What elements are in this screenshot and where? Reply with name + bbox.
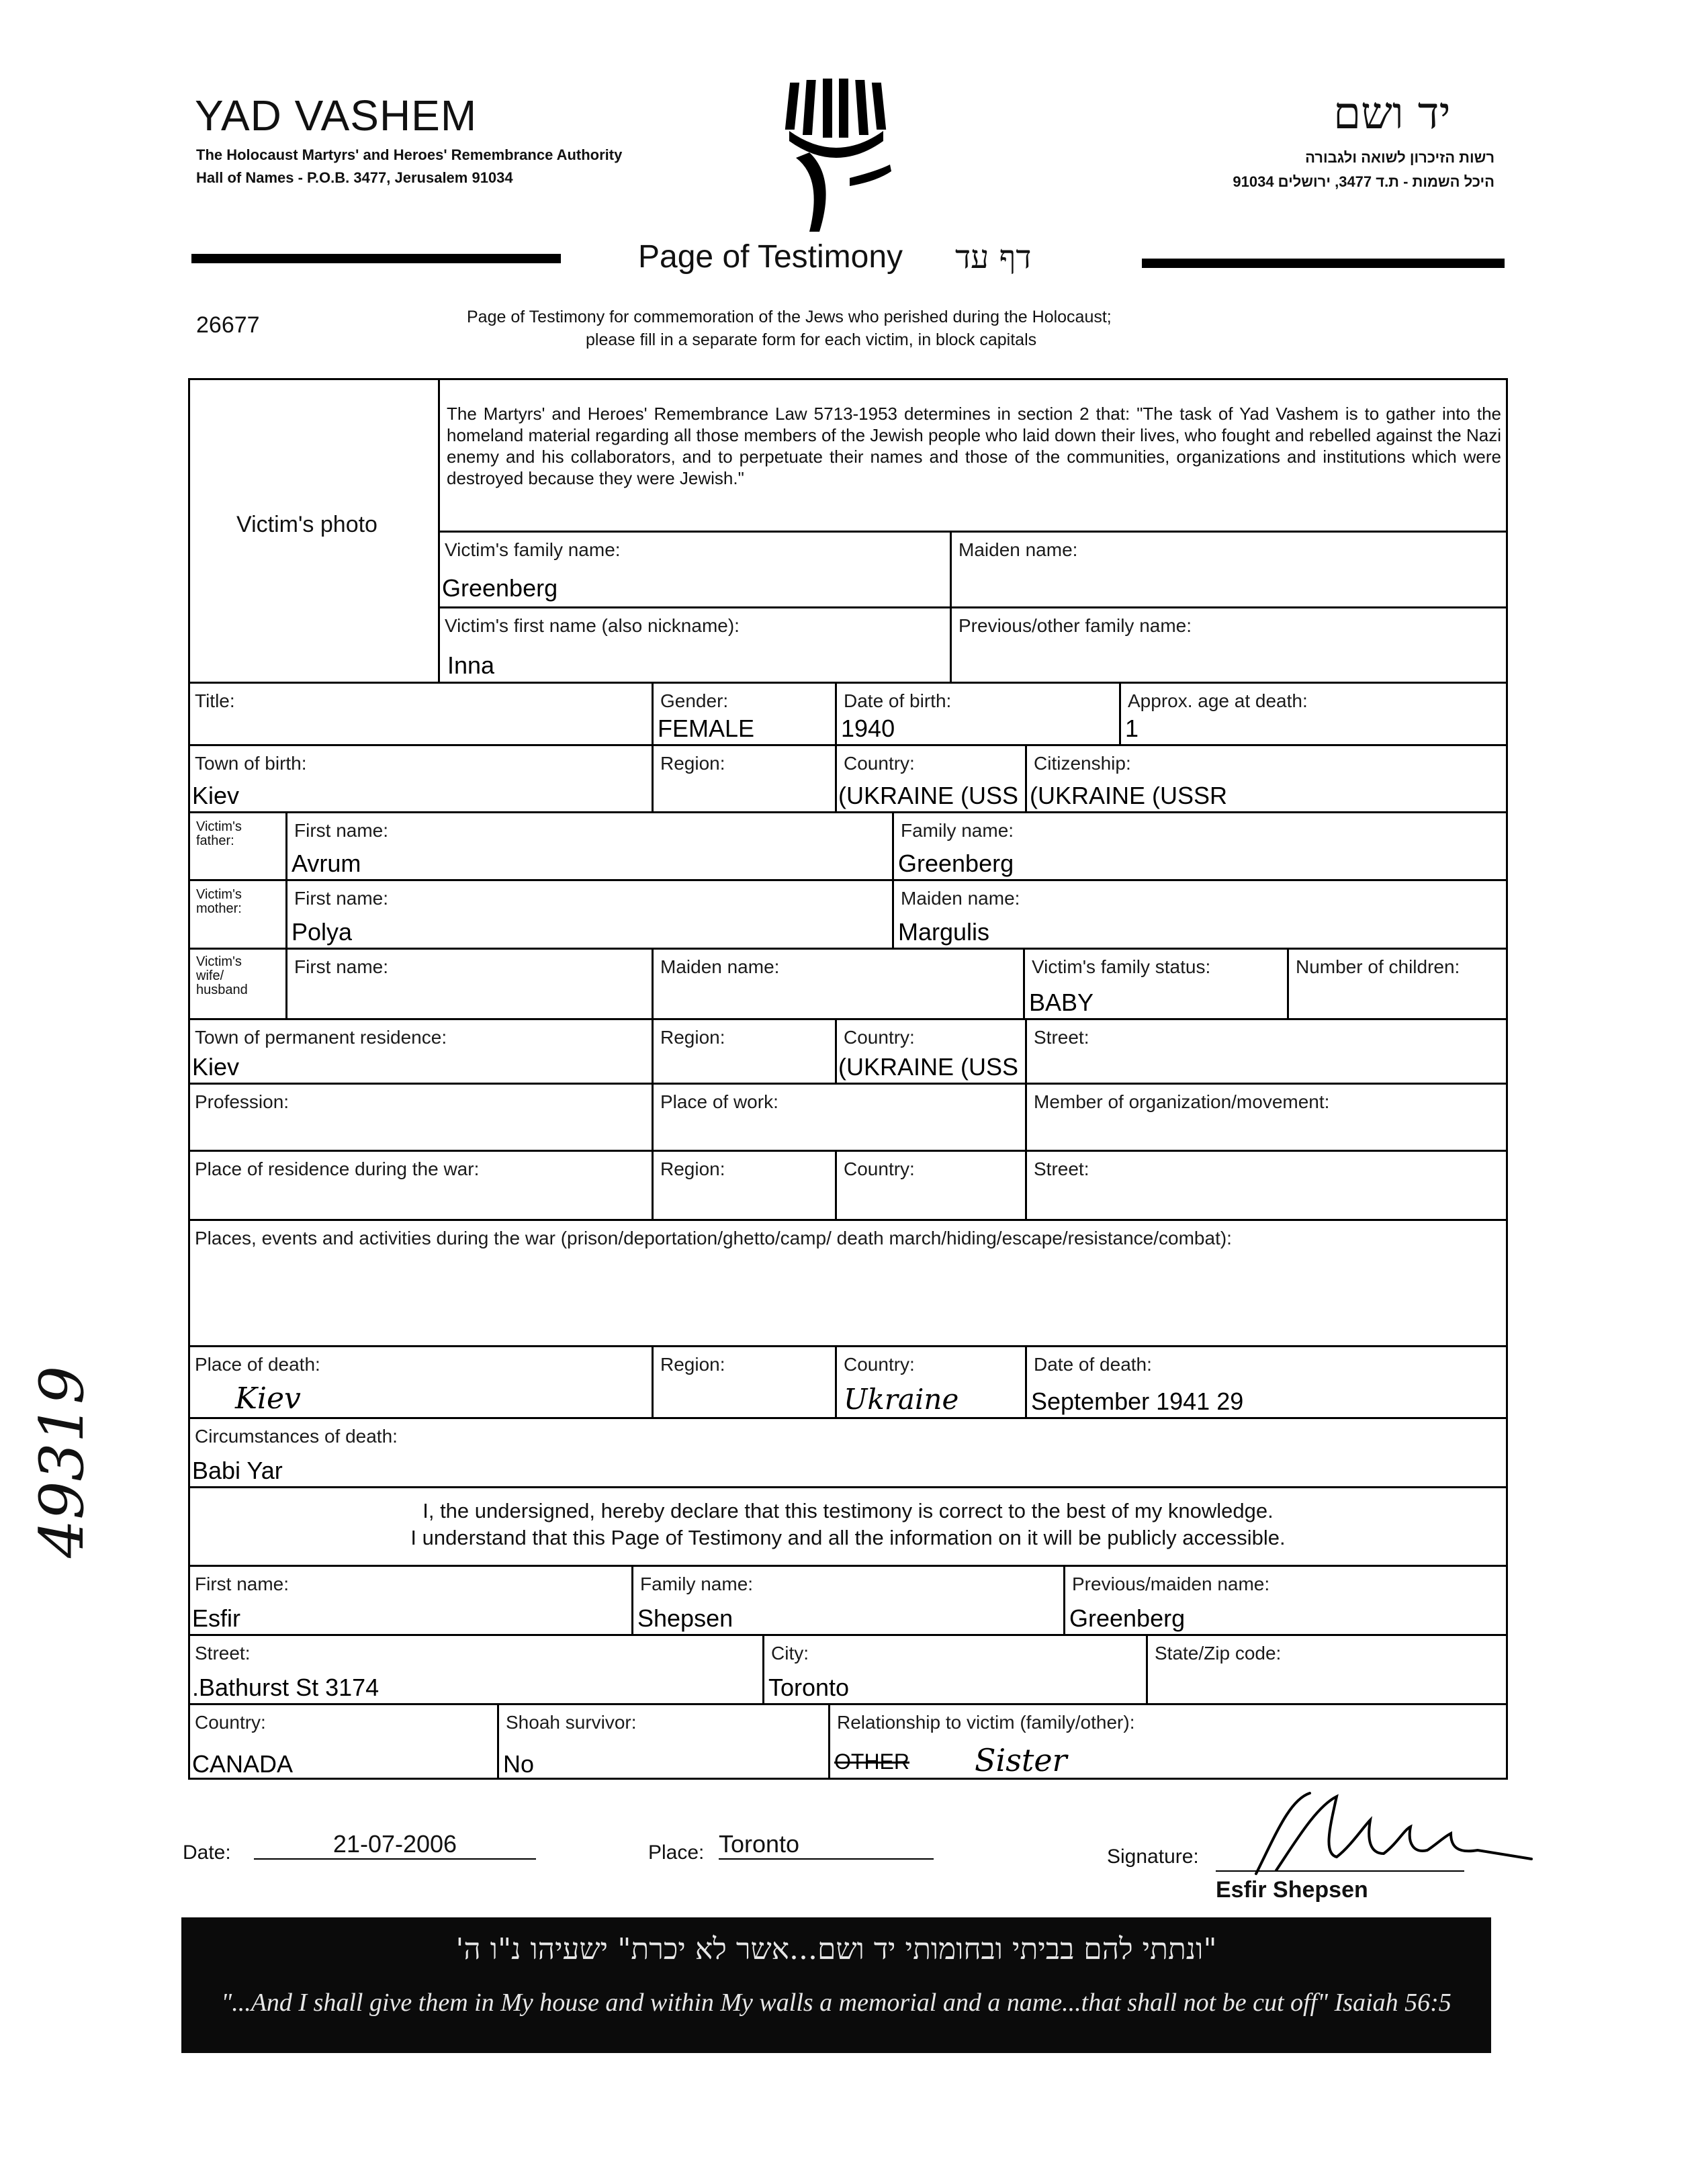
- place-label: Place:: [648, 1841, 705, 1864]
- war-residence-label: Place of residence during the war:: [195, 1158, 480, 1179]
- residence-country-label: Country:: [844, 1027, 915, 1048]
- family-status-value: BABY: [1029, 989, 1094, 1016]
- place-of-death-label: Place of death:: [195, 1354, 320, 1375]
- form-number: 26677: [196, 312, 260, 338]
- birth-region-label: Region:: [660, 753, 725, 774]
- relationship-label: Relationship to victim (family/other):: [837, 1712, 1135, 1733]
- yad-vashem-logo-icon: [783, 77, 900, 235]
- dob-value: 1940: [841, 715, 895, 742]
- shoah-survivor-label: Shoah survivor:: [506, 1712, 637, 1733]
- victim-prev-family-name-label: Previous/other family name:: [958, 615, 1192, 636]
- number-of-children-label: Number of children:: [1296, 956, 1460, 977]
- place-of-death-value: Kiev: [235, 1381, 301, 1416]
- signature-label: Signature:: [1107, 1846, 1199, 1868]
- submitter-prev-name-label: Previous/maiden name:: [1072, 1574, 1270, 1594]
- declaration-line1: I, the undersigned, hereby declare that this testimony is correct to the best of my knowledge.: [422, 1499, 1274, 1522]
- mother-first-name-label: First name:: [294, 888, 389, 909]
- residence-town-label: Town of permanent residence:: [195, 1027, 447, 1048]
- war-country-label: Country:: [844, 1158, 915, 1179]
- submitter-zip-label: State/Zip code:: [1155, 1643, 1282, 1664]
- residence-region-label: Region:: [660, 1027, 725, 1048]
- spouse-first-name-label: First name:: [294, 956, 389, 977]
- death-country-value: Ukraine: [844, 1383, 959, 1416]
- relationship-value: Sister: [975, 1742, 1067, 1778]
- death-region-label: Region:: [660, 1354, 725, 1375]
- residence-street-label: Street:: [1034, 1027, 1089, 1048]
- date-of-death-label: Date of death:: [1034, 1354, 1152, 1375]
- residence-town-value: Kiev: [192, 1053, 240, 1081]
- signature-image: [1236, 1780, 1538, 1880]
- gender-value: FEMALE: [658, 715, 755, 742]
- law-text: The Martyrs' and Heroes' Remembrance Law 5713-1953 determines in section 2 that: "The task of Yad Vashem is to gather into the homeland material regarding all those members of the Jewish people who laid down their lives, who fought and rebelled against the Nazi enemy and his collaborators, and to perpetuate their names and those of the communities, organizations and institutions which were destroyed because they were Jewish.": [447, 404, 1501, 488]
- banner-english-text: "...And I shall give them in My house and within My walls a memorial and a name...that shall not be cut off" Isaiah 56:5: [221, 1989, 1452, 2017]
- title-rule-left: [191, 254, 561, 263]
- place-of-work-label: Place of work:: [660, 1091, 778, 1112]
- title-rule-right: [1142, 259, 1505, 268]
- birth-country-value: (UKRAINE (USS: [838, 782, 1019, 809]
- submitter-country-label: Country:: [195, 1712, 266, 1733]
- declaration-line2: I understand that this Page of Testimony and all the information on it will be publicly accessible.: [410, 1526, 1286, 1549]
- date-label: Date:: [183, 1841, 231, 1864]
- hebrew-org-address: היכל השמות - ת.ד 3477, ירושלים 91034: [1233, 173, 1494, 190]
- victim-first-name: Inna: [447, 651, 495, 679]
- submitter-street: .Bathurst St 3174: [192, 1674, 380, 1701]
- birth-country-label: Country:: [844, 753, 915, 774]
- signer-name: Esfir Shepsen: [1216, 1877, 1368, 1903]
- town-of-birth-label: Town of birth:: [195, 753, 307, 774]
- death-country-label: Country:: [844, 1354, 915, 1375]
- org-address: Hall of Names - P.O.B. 3477, Jerusalem 91034: [196, 169, 513, 186]
- submitter-first-name-label: First name:: [195, 1574, 289, 1594]
- submitter-city-label: City:: [771, 1643, 809, 1664]
- victim-family-name: Greenberg: [442, 574, 558, 602]
- town-of-birth-value: Kiev: [192, 782, 240, 809]
- father-first-name-label: First name:: [294, 820, 389, 841]
- father-first-name: Avrum: [292, 850, 361, 877]
- submitter-country: CANADA: [192, 1750, 294, 1778]
- victim-maiden-name-label: Maiden name:: [958, 539, 1078, 560]
- father-side-label: Victim's father:: [196, 819, 242, 848]
- quote-banner: [181, 1917, 1491, 2053]
- date-value: 21-07-2006: [254, 1830, 536, 1860]
- submitter-prev-name: Greenberg: [1069, 1604, 1186, 1632]
- submitter-family-name: Shepsen: [637, 1604, 733, 1632]
- hebrew-org-subtitle: רשות הזיכרון לשואה ולגבורה: [1305, 149, 1494, 166]
- mother-maiden-name: Margulis: [898, 918, 990, 946]
- father-family-name-label: Family name:: [901, 820, 1014, 841]
- dob-label: Date of birth:: [844, 690, 952, 711]
- instructions-line1: Page of Testimony for commemoration of the Jews who perished during the Holocaust;: [467, 308, 1112, 326]
- submitter-family-name-label: Family name:: [640, 1574, 754, 1594]
- victim-first-name-label: Victim's first name (also nickname):: [445, 615, 740, 636]
- age-at-death-label: Approx. age at death:: [1128, 690, 1308, 711]
- spouse-side-label: Victim's wife/ husband: [196, 954, 248, 997]
- form-title-hebrew: דף עד: [955, 238, 1032, 276]
- spouse-maiden-name-label: Maiden name:: [660, 956, 780, 977]
- submitter-city: Toronto: [768, 1674, 850, 1701]
- title-label: Title:: [195, 690, 235, 711]
- mother-side-label: Victim's mother:: [196, 887, 242, 916]
- mother-maiden-name-label: Maiden name:: [901, 888, 1020, 909]
- relationship-struck-value: OTHER: [834, 1749, 909, 1774]
- victim-photo-label: Victim's photo: [236, 512, 377, 537]
- victim-family-name-label: Victim's family name:: [445, 539, 621, 560]
- war-street-label: Street:: [1034, 1158, 1089, 1179]
- margin-handwritten-number: 49319: [27, 1365, 97, 1558]
- hebrew-org-name: יד ושם: [1333, 87, 1451, 139]
- banner-hebrew-text: "ונתתי להם בביתי ובחומותי יד ושם...אשר לא יכרת" ישעיהו נ"ו ה': [455, 1932, 1217, 1966]
- father-family-name: Greenberg: [898, 850, 1014, 877]
- citizenship-label: Citizenship:: [1034, 753, 1131, 774]
- profession-label: Profession:: [195, 1091, 289, 1112]
- war-region-label: Region:: [660, 1158, 725, 1179]
- shoah-survivor-value: No: [503, 1750, 535, 1778]
- family-status-label: Victim's family status:: [1032, 956, 1211, 977]
- submitter-first-name: Esfir: [192, 1604, 240, 1632]
- circumstances-value: Babi Yar: [192, 1457, 283, 1484]
- mother-first-name: Polya: [292, 918, 353, 946]
- citizenship-value: (UKRAINE (USSR: [1030, 782, 1228, 809]
- date-of-death-value: September 1941 29: [1031, 1387, 1244, 1415]
- organization-label: Member of organization/movement:: [1034, 1091, 1330, 1112]
- org-subtitle: The Holocaust Martyrs' and Heroes' Remembrance Authority: [196, 146, 623, 163]
- place-value: Toronto: [719, 1830, 934, 1860]
- age-at-death-value: 1: [1125, 715, 1139, 742]
- gender-label: Gender:: [660, 690, 729, 711]
- residence-country-value: (UKRAINE (USS: [838, 1053, 1019, 1081]
- circumstances-label: Circumstances of death:: [195, 1426, 398, 1447]
- war-events-label: Places, events and activities during the war (prison/deportation/ghetto/camp/ death march/hiding/escape/resistance/combat):: [195, 1228, 1232, 1248]
- form-title: Page of Testimony: [638, 239, 903, 275]
- instructions-line2: please fill in a separate form for each victim, in block capitals: [586, 330, 1037, 349]
- submitter-street-label: Street:: [195, 1643, 251, 1664]
- org-name: YAD VASHEM: [195, 91, 478, 140]
